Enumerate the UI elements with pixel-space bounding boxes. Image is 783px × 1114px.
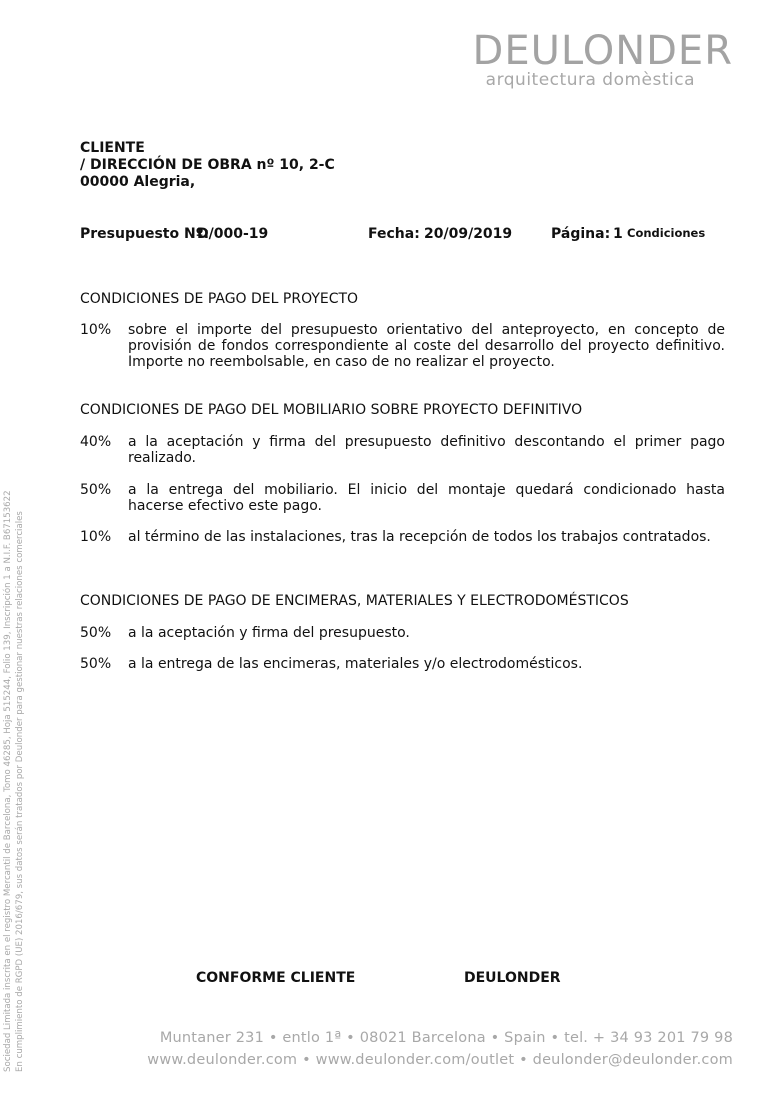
- client-address-block: [80, 140, 335, 191]
- condition-item: [80, 322, 725, 370]
- condition-item: [80, 625, 725, 641]
- logo-tagline: arquitectura domèstica: [485, 70, 695, 90]
- condition-percentage: 50%: [80, 482, 112, 498]
- fecha-value: 20/09/2019: [424, 226, 513, 242]
- condition-percentage: 10%: [80, 529, 112, 545]
- company-logo: [473, 30, 733, 90]
- condition-item: [80, 656, 725, 672]
- section-label: Condiciones: [627, 226, 706, 240]
- section-title-proyecto: CONDICIONES DE PAGO DEL PROYECTO: [80, 291, 359, 307]
- legal-notice: [2, 0, 26, 1072]
- section-title-mobiliario: CONDICIONES DE PAGO DEL MOBILIARIO SOBRE PROYECTO DEFINITIVO: [80, 402, 583, 418]
- condition-text: a la entrega de las encimeras, materiales y/o electrodomésticos.: [128, 656, 583, 672]
- company-signature-label: DEULONDER: [464, 970, 561, 986]
- document-meta-row: [80, 226, 740, 246]
- pagina-label: Página:: [551, 226, 611, 242]
- condition-text: a la aceptación y firma del presupuesto.: [128, 625, 410, 641]
- footer-web: www.deulonder.com • www.deulonder.com/outlet • deulonder@deulonder.com: [147, 1052, 733, 1068]
- pagina-value: 1: [613, 226, 623, 242]
- condition-percentage: 40%: [80, 434, 112, 450]
- condition-text: a la aceptación y firma del presupuesto definitivo descontando el primer pago realizado.: [128, 434, 725, 466]
- condition-item: [80, 482, 725, 514]
- client-line-3: 00000 Alegria,: [80, 174, 196, 190]
- condition-percentage: 10%: [80, 322, 112, 338]
- condition-text: sobre el importe del presupuesto orientativo del anteproyecto, en concepto de provisión de fondos correspondiente al coste del desarrollo del proyecto definitivo. Importe no reembolsable, en caso de no realizar el proyecto.: [128, 322, 725, 370]
- client-line-1: CLIENTE: [80, 140, 145, 156]
- condition-text: al término de las instalaciones, tras la recepción de todos los trabajos contratados.: [128, 529, 711, 545]
- section-title-encimeras: CONDICIONES DE PAGO DE ENCIMERAS, MATERIALES Y ELECTRODOMÉSTICOS: [80, 593, 629, 609]
- fecha-label: Fecha:: [368, 226, 420, 242]
- condition-item: [80, 434, 725, 466]
- condition-percentage: 50%: [80, 656, 112, 672]
- logo-name: DEULONDER: [472, 28, 733, 74]
- condition-item: [80, 529, 725, 545]
- condition-percentage: 50%: [80, 625, 112, 641]
- legal-line-2: En cumplimiento de RGPD (UE) 2016/679, sus datos serán tratados por Deulonder para gestionar nuestras relaciones comerciales: [15, 511, 25, 1072]
- presupuesto-label: Presupuesto Nº:: [80, 226, 210, 242]
- condition-text: a la entrega del mobiliario. El inicio del montaje quedará condicionado hasta hacerse efectivo este pago.: [128, 482, 725, 514]
- footer-address: Muntaner 231 • entlo 1ª • 08021 Barcelona • Spain • tel. + 34 93 201 79 98: [159, 1030, 733, 1046]
- client-signature-label: CONFORME CLIENTE: [196, 970, 356, 986]
- presupuesto-value: D/000-19: [197, 226, 269, 242]
- client-line-2: / DIRECCIÓN DE OBRA nº 10, 2-C: [80, 157, 335, 173]
- legal-line-1: Sociedad Limitada inscrita en el registro Mercantil de Barcelona, Tomo 46285, Hoja 515244, Folio 139, Inscripción 1 a N.I.F. B67153622: [3, 490, 13, 1072]
